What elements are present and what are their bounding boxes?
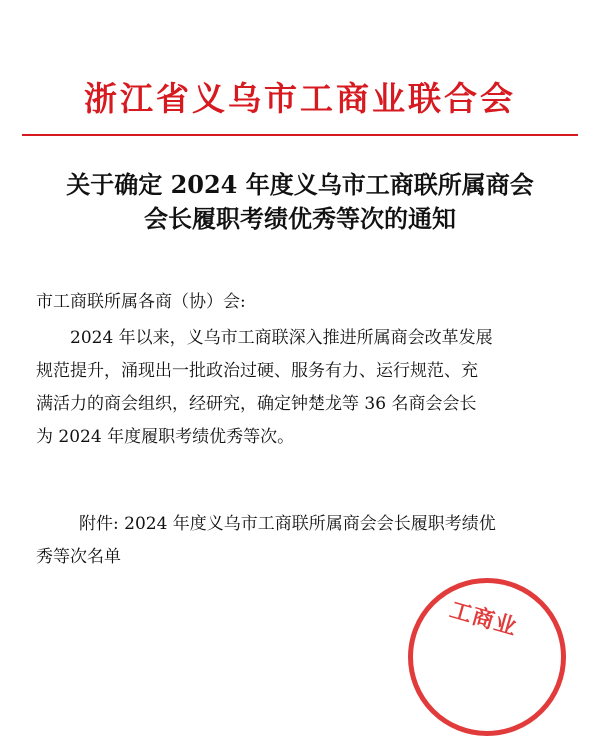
- salutation: 市工商联所属各商（协）会:: [36, 292, 246, 312]
- body-line-2: 规范提升，涌现出一批政治过硬、服务有力、运行规范、充: [36, 361, 478, 381]
- body-line-3: 满活力的商会组织，经研究，确定钟楚龙等 36 名商会会长: [36, 394, 477, 414]
- attachment-note: [36, 508, 566, 574]
- header-divider-line: [22, 134, 578, 136]
- document-title: [30, 168, 570, 236]
- body-paragraph: [36, 322, 566, 454]
- title-line-2: 会长履职考绩优秀等次的通知: [144, 204, 456, 233]
- attachment-line-2: 秀等次名单: [36, 547, 121, 567]
- body-line-1: 2024 年以来，义乌市工商联深入推进所属商会改革发展: [70, 328, 493, 348]
- attachment-line-1: 附件: 2024 年度义乌市工商联所属商会会长履职考绩优: [79, 514, 496, 534]
- body-line-4: 为 2024 年度履职考绩优秀等次。: [36, 427, 295, 447]
- organization-header: 浙江省义乌市工商业联合会: [84, 79, 516, 118]
- title-line-1: 关于确定 2024 年度义乌市工商联所属商会: [66, 170, 534, 199]
- official-seal: [408, 578, 566, 736]
- seal-text: 工商业: [446, 596, 521, 641]
